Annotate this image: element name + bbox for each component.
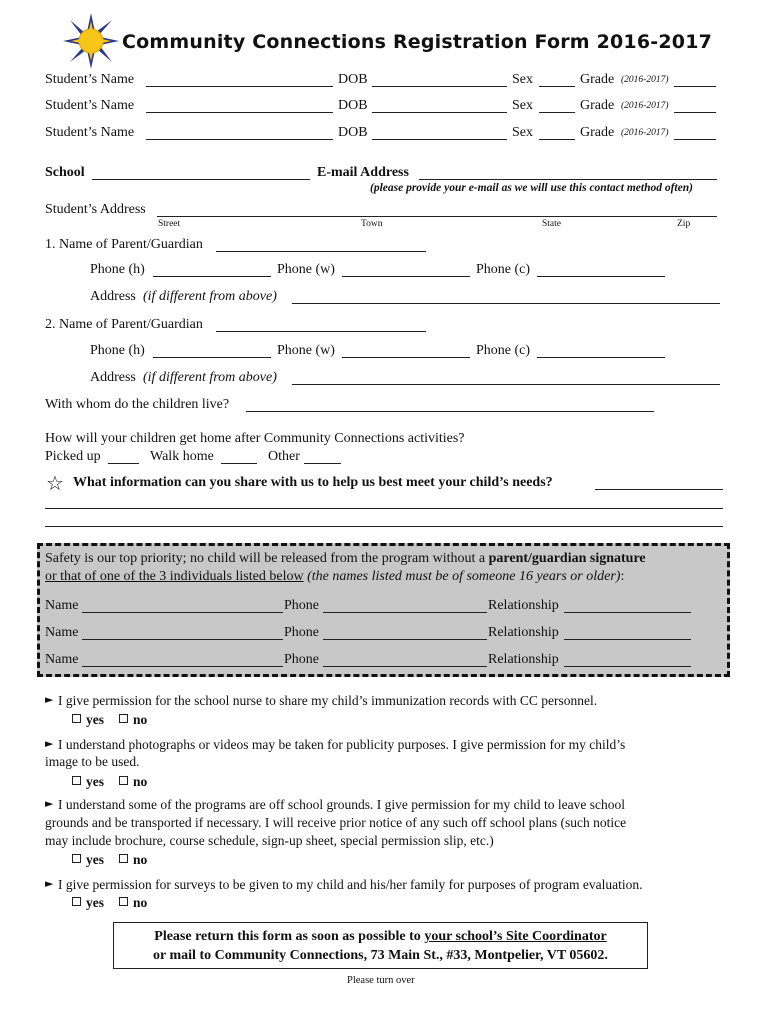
parent-address-note: (if different from above): [143, 289, 277, 304]
sex-field[interactable]: [539, 139, 575, 140]
contact-name-label: Name: [45, 598, 79, 613]
grade-label: Grade: [580, 125, 615, 140]
dob-field[interactable]: [372, 86, 507, 87]
phone-c-field[interactable]: [537, 357, 665, 358]
no-checkbox[interactable]: no: [119, 852, 147, 868]
contact-name-field[interactable]: [82, 639, 283, 640]
contact-name-label: Name: [45, 652, 79, 667]
arrow-icon: ►: [45, 797, 54, 810]
email-label: E-mail Address: [317, 165, 409, 180]
student-name-label: Student’s Name: [45, 72, 135, 87]
student-name-field[interactable]: [146, 112, 333, 113]
no-checkbox[interactable]: no: [119, 774, 147, 790]
phone-h-field[interactable]: [153, 276, 271, 277]
return-line-2: or mail to Community Connections, 73 Main St., #33, Montpelier, VT 05602.: [153, 948, 608, 963]
permission-text: I give permission for the school nurse to share my child’s immunization records with CC personnel.: [58, 693, 598, 708]
permission-text: I understand some of the programs are off school grounds. I give permission for my child to leave school: [58, 797, 625, 812]
contact-phone-field[interactable]: [323, 639, 487, 640]
share-info-question: What information can you share with us to help us best meet your child’s needs?: [73, 475, 553, 490]
permission-text-line-2: image to be used.: [45, 754, 140, 769]
grade-label: Grade: [580, 72, 615, 87]
dob-label: DOB: [338, 72, 368, 87]
dob-field[interactable]: [372, 112, 507, 113]
parent-address-note: (if different from above): [143, 370, 277, 385]
contact-phone-label: Phone: [284, 625, 319, 640]
arrow-icon: ►: [45, 737, 54, 750]
contact-name-label: Name: [45, 625, 79, 640]
parent-address-label: Address: [90, 289, 136, 304]
email-note: (please provide your e-mail as we will use this contact method often): [370, 182, 693, 194]
phone-c-label: Phone (c): [476, 262, 531, 277]
picked-up-field[interactable]: [108, 463, 139, 464]
phone-c-label: Phone (c): [476, 343, 531, 358]
permission-text: I understand photographs or videos may be taken for publicity purposes. I give permission for my child’s: [58, 737, 626, 752]
other-label: Other: [268, 449, 300, 464]
phone-h-label: Phone (h): [90, 343, 145, 358]
dob-field[interactable]: [372, 139, 507, 140]
get-home-question: How will your children get home after Community Connections activities?: [45, 431, 465, 446]
share-info-line-2[interactable]: [45, 508, 723, 509]
contact-relationship-field[interactable]: [564, 612, 691, 613]
permission-text-line-3: may include brochure, course schedule, sign-up sheet, special permission slip, etc.): [45, 833, 494, 848]
phone-w-label: Phone (w): [277, 262, 335, 277]
phone-h-field[interactable]: [153, 357, 271, 358]
walk-home-field[interactable]: [221, 463, 257, 464]
grade-note: (2016-2017): [621, 128, 669, 138]
contact-phone-field[interactable]: [323, 666, 487, 667]
safety-text-line-2: or that of one of the 3 individuals listed below (the names listed must be of someone 16 years or older):: [45, 569, 625, 584]
share-info-field[interactable]: [595, 489, 723, 490]
school-label: School: [45, 165, 85, 180]
parent-1-label: 1. Name of Parent/Guardian: [45, 237, 203, 252]
yes-checkbox[interactable]: yes: [72, 895, 104, 911]
parent-2-label: 2. Name of Parent/Guardian: [45, 317, 203, 332]
safety-text-line-1: Safety is our top priority; no child will be released from the program without a parent/guardian signature: [45, 551, 646, 566]
no-checkbox[interactable]: no: [119, 895, 147, 911]
grade-note: (2016-2017): [621, 101, 669, 111]
live-with-label: With whom do the children live?: [45, 397, 230, 412]
yes-checkbox[interactable]: yes: [72, 774, 104, 790]
sex-label: Sex: [512, 98, 533, 113]
phone-w-label: Phone (w): [277, 343, 335, 358]
grade-field[interactable]: [674, 139, 716, 140]
contact-name-field[interactable]: [82, 666, 283, 667]
arrow-icon: ►: [45, 693, 54, 706]
yes-checkbox[interactable]: yes: [72, 712, 104, 728]
contact-phone-field[interactable]: [323, 612, 487, 613]
school-field[interactable]: [92, 179, 310, 180]
parent-address-label: Address: [90, 370, 136, 385]
sex-label: Sex: [512, 125, 533, 140]
return-line-1: Please return this form as soon as possible to your school’s Site Coordinator: [154, 929, 607, 944]
permission-text-line-2: grounds and be transported if necessary. I will receive prior notice of any such off school plans (such notice: [45, 815, 627, 830]
sex-field[interactable]: [539, 86, 575, 87]
student-address-field[interactable]: [157, 216, 717, 217]
student-address-label: Student’s Address: [45, 202, 146, 217]
parent-1-address-field[interactable]: [292, 303, 720, 304]
student-name-field[interactable]: [146, 139, 333, 140]
arrow-icon: ►: [45, 877, 54, 890]
contact-phone-label: Phone: [284, 652, 319, 667]
page-title: Community Connections Registration Form 2016-2017: [122, 31, 713, 53]
phone-w-field[interactable]: [342, 276, 470, 277]
phone-c-field[interactable]: [537, 276, 665, 277]
email-field[interactable]: [419, 179, 717, 180]
other-field[interactable]: [304, 463, 341, 464]
return-instructions-box: [113, 922, 648, 969]
share-info-line-3[interactable]: [45, 526, 723, 527]
contact-relationship-field[interactable]: [564, 639, 691, 640]
no-checkbox[interactable]: no: [119, 712, 147, 728]
parent-2-address-field[interactable]: [292, 384, 720, 385]
live-with-field[interactable]: [246, 411, 654, 412]
phone-w-field[interactable]: [342, 357, 470, 358]
street-sublabel: Street: [158, 219, 181, 229]
grade-label: Grade: [580, 98, 615, 113]
phone-h-label: Phone (h): [90, 262, 145, 277]
contact-relationship-label: Relationship: [488, 625, 559, 640]
turn-over-note: Please turn over: [347, 975, 415, 986]
picked-up-label: Picked up: [45, 449, 101, 464]
contact-phone-label: Phone: [284, 598, 319, 613]
grade-field[interactable]: [674, 112, 716, 113]
contact-relationship-label: Relationship: [488, 598, 559, 613]
logo: [62, 12, 120, 70]
star-icon: ☆: [46, 471, 64, 495]
sex-field[interactable]: [539, 112, 575, 113]
state-sublabel: State: [542, 219, 561, 229]
student-name-field[interactable]: [146, 86, 333, 87]
town-sublabel: Town: [361, 219, 383, 229]
sun-logo-icon: [62, 12, 120, 70]
yes-checkbox[interactable]: yes: [72, 852, 104, 868]
student-name-label: Student’s Name: [45, 98, 135, 113]
student-name-label: Student’s Name: [45, 125, 135, 140]
dob-label: DOB: [338, 98, 368, 113]
parent-1-name-field[interactable]: [216, 251, 426, 252]
grade-field[interactable]: [674, 86, 716, 87]
contact-relationship-label: Relationship: [488, 652, 559, 667]
permission-text: I give permission for surveys to be given to my child and his/her family for purposes of program evaluation.: [58, 877, 643, 892]
contact-relationship-field[interactable]: [564, 666, 691, 667]
contact-name-field[interactable]: [82, 612, 283, 613]
zip-sublabel: Zip: [677, 219, 691, 229]
dob-label: DOB: [338, 125, 368, 140]
walk-home-label: Walk home: [150, 449, 214, 464]
parent-2-name-field[interactable]: [216, 331, 426, 332]
sex-label: Sex: [512, 72, 533, 87]
grade-note: (2016-2017): [621, 75, 669, 85]
